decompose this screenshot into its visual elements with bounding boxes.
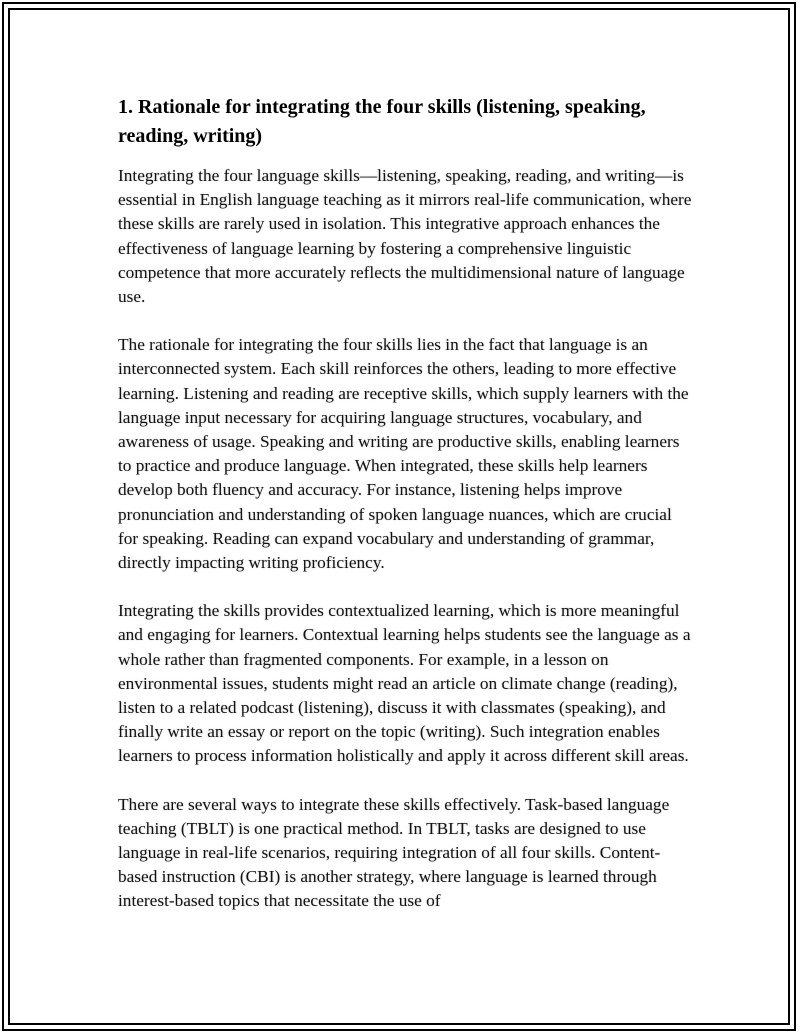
paragraph-2: The rationale for integrating the four skills lies in the fact that language is an interconnected system. Each skill reinforces the others, leading to more effective learning. Listening and reading are receptive skills, which supply learners with the language input necessary for acquiring language structures, vocabulary, and awareness of usage. Speaking and writing are productive skills, enabling learners to practice and produce language. When integrated, these skills help learners develop both fluency and accuracy. For instance, listening helps improve pronunciation and understanding of spoken language nuances, which are crucial for speaking. Reading can expand vocabulary and understanding of grammar, directly impacting writing proficiency. (118, 335, 689, 573)
paragraph-1: Integrating the four language skills—listening, speaking, reading, and writing—is essential in English language teaching as it mirrors real-life communication, where these skills are rarely used in isolation. This integrative approach enhances the effectiveness of language learning by fostering a comprehensive linguistic competence that more accurately reflects the multidimensional nature of language use. (118, 166, 692, 307)
paragraph-3: Integrating the skills provides contextualized learning, which is more meaningful and engaging for learners. Contextual learning helps students see the language as a whole rather than fragmented components. For example, in a lesson on environmental issues, students might read an article on climate change (reading), listen to a related podcast (listening), discuss it with classmates (speaking), and finally write an essay or report on the topic (writing). Such integration enables learners to process information holistically and apply it across different skill areas. (118, 601, 691, 766)
paragraph-4: There are several ways to integrate these skills effectively. Task-based language teaching (TBLT) is one practical method. In TBLT, tasks are designed to use language in real-life scenarios, requiring integration of all four skills. Content-based instruction (CBI) is another strategy, where language is learned through interest-based topics that necessitate the use of (118, 794, 670, 911)
document-body (118, 93, 696, 938)
section-heading: 1. Rationale for integrating the four skills (listening, speaking, reading, writing) (118, 96, 646, 147)
